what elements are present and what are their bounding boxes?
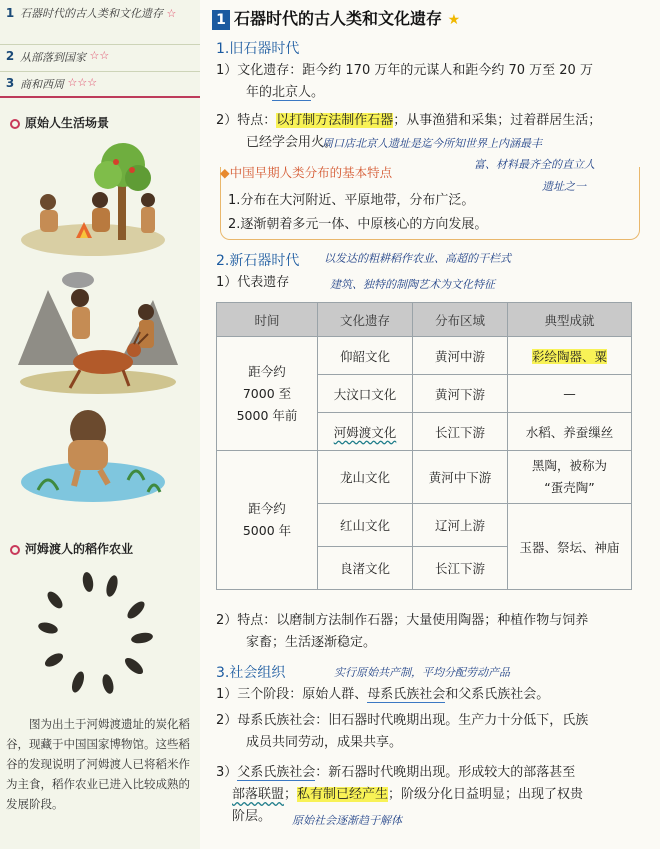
bullet-icon [10,119,20,129]
toc-item-3[interactable]: 3 商和西周 ☆☆☆ [5,76,98,91]
achievement-cell: 水稻、养蚕缫丝 [508,413,632,451]
paragraph-paleolithic-features: 2）特点：以打制方法制作石器；从事渔猎和采集；过着群居生活； 已经学会用火。 [216,113,602,150]
star-icon: ☆ [166,7,177,20]
toc-item-label: 石器时代的古人类和文化遗存 [20,7,163,20]
table-row [217,337,632,375]
table-row [217,451,632,504]
achievement-cell: 玉器、祭坛、神庙 [508,504,632,590]
neolithic-table [216,302,632,590]
period-cell: 距今约 7000 至 5000 年前 [217,337,318,451]
region-cell: 长江下游 [413,547,508,590]
handwritten-note: 以发达的粗耕稻作农业、高超的干栏式 [324,252,511,265]
toc-item-1[interactable]: 1 石器时代的古人类和文化遗存 ☆ [0,0,200,45]
table-header-row [217,303,632,337]
diamond-icon: ◆ [220,165,230,180]
bullet-icon [10,545,20,555]
toc-divider [0,96,200,98]
paragraph-representative-relics: 1）代表遗存 [216,275,290,290]
culture-cell: 大汶口文化 [318,375,413,413]
info-box-item: 1.分布在大河附近、平原地带，分布广泛。 [228,193,475,208]
handwritten-note: 周口店北京人遗址是迄今所知世界上内涵最丰 [322,137,542,150]
region-cell: 长江下游 [413,413,508,451]
region-cell: 黄河中游 [413,337,508,375]
carbonized-rice-image [30,570,160,700]
table-header: 典型成就 [508,303,632,337]
paragraph-three-stages: 1）三个阶段：原始人群、母系氏族社会和父系氏族社会。 [216,687,550,702]
caption-hemudu-rice: 河姆渡人的稻作农业 [10,540,133,557]
region-cell: 黄河中下游 [413,451,508,504]
toc-item-label: 从部落到国家 [20,51,86,64]
culture-cell: 龙山文化 [318,451,413,504]
region-cell: 黄河下游 [413,375,508,413]
gathering-scene-illustration [18,410,168,510]
paragraph-patrilineal: 3）父系氏族社会：新石器时代晚期出现。形成较大的部落甚至 部落联盟；私有制已经产生；阶级分化日益明显；出现了权贵 阶层。 [216,765,584,824]
achievement-cell: 彩绘陶器、粟 [508,337,632,375]
handwritten-note: 富、材料最齐全的直立人 [474,158,595,171]
culture-cell: 红山文化 [318,504,413,547]
paragraph-neolithic-features: 2）特点：以磨制方法制作石器；大量使用陶器；种植作物与饲养 家畜；生活逐渐稳定。 [216,613,589,650]
paragraph-cultural-relics: 1）文化遗存：距今约 170 万年的元谋人和距今约 70 万至 20 万 年的北京人。 [216,63,593,100]
hunting-scene-illustration [18,270,178,400]
paragraph-matrilineal: 2）母系氏族社会：旧石器时代晚期出现。生产力十分低下，氏族 成员共同劳动，成果共享。 [216,713,589,750]
handwritten-note: 建筑、独特的制陶艺术为文化特征 [330,278,495,291]
achievement-cell: 黑陶，被称为 “蛋壳陶” [508,451,632,504]
culture-cell: 河姆渡文化 [318,413,413,451]
info-box-title: ◆中国早期人类分布的基本特点 [220,165,393,180]
title-number: 1 [212,10,230,30]
culture-cell: 仰韶文化 [318,337,413,375]
table-of-contents [0,0,200,98]
table-header: 时间 [217,303,318,337]
handwritten-note: 实行原始共产制，平均分配劳动产品 [334,666,510,679]
section-heading-social-organization: 3.社会组织 [216,665,286,681]
caption-primitive-life: 原始人生活场景 [10,114,109,131]
section-heading-neolithic: 2.新石器时代 [216,253,300,269]
rice-description: 图为出土于河姆渡遗址的炭化稻谷，现藏于中国国家博物馆。这些稻谷的发现说明了河姆渡人已将稻米作为主食，稻作农业已进入比较成熟的发展阶段。 [6,717,190,811]
handwritten-note: 遗址之一 [542,180,586,193]
star-icon: ★ [447,12,461,28]
culture-cell: 良渚文化 [318,547,413,590]
toc-item-label: 商和西周 [20,78,64,91]
period-cell: 距今约 5000 年 [217,451,318,590]
achievement-cell: — [508,375,632,413]
star-icon: ☆☆ [89,49,110,62]
toc-item-2[interactable]: 2 从部落到国家 ☆☆ [0,45,200,72]
campfire-scene-illustration [18,140,168,260]
info-box-item: 2.逐渐朝着多元一体、中原核心的方向发展。 [228,217,488,232]
section-heading-paleolithic: 1.旧石器时代 [216,41,300,57]
sidebar [0,0,200,849]
star-icon: ☆☆☆ [67,76,98,89]
page-title: 1 石器时代的古人类和文化遗存 ★ [212,6,460,30]
table-header: 文化遗存 [318,303,413,337]
table-header: 分布区域 [413,303,508,337]
region-cell: 辽河上游 [413,504,508,547]
handwritten-note: 原始社会逐渐趋于解体 [292,814,402,827]
